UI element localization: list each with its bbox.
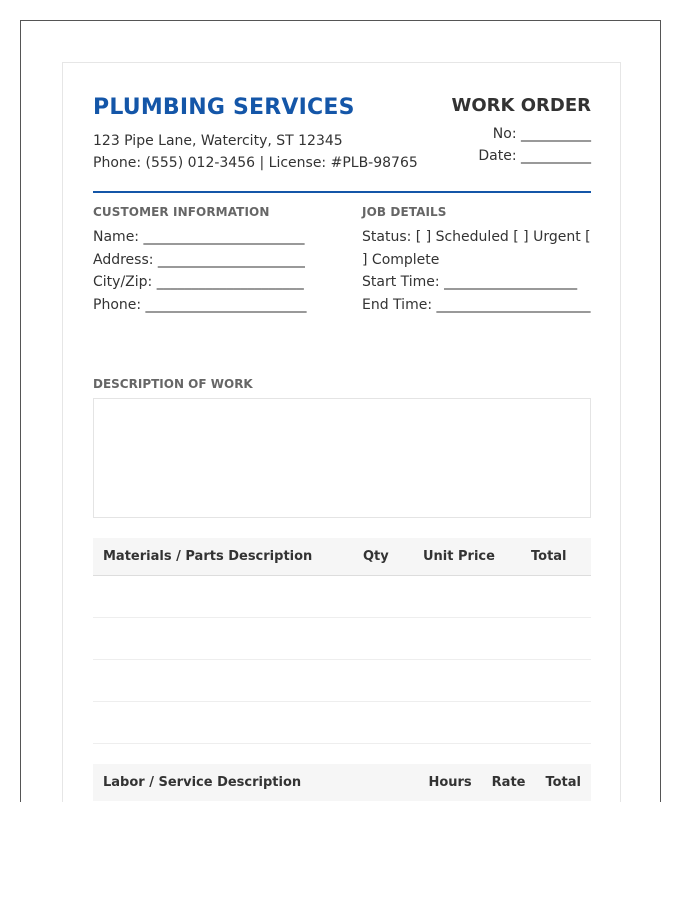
customer-heading: CUSTOMER INFORMATION — [93, 205, 270, 219]
materials-col-total: Total — [521, 538, 591, 576]
job-start-time-field[interactable]: Start Time: ___________________ — [362, 274, 578, 290]
table-row[interactable] — [93, 702, 591, 744]
job-status-field[interactable]: Status: [ ] Scheduled [ ] Urgent [ ] Complete — [362, 229, 591, 268]
job-heading: JOB DETAILS — [362, 205, 447, 219]
table-cell[interactable] — [521, 702, 591, 744]
customer-information — [93, 205, 333, 316]
header-divider — [93, 191, 591, 193]
table-row[interactable] — [93, 660, 591, 702]
table-cell[interactable] — [413, 618, 521, 660]
materials-col-qty: Qty — [353, 538, 413, 576]
labor-col-rate: Rate — [482, 764, 536, 801]
header — [93, 93, 591, 193]
customer-name-field[interactable]: Name: _______________________ — [93, 229, 305, 245]
table-cell[interactable] — [413, 660, 521, 702]
company-address: 123 Pipe Lane, Watercity, ST 12345 — [93, 133, 343, 149]
table-cell[interactable] — [521, 660, 591, 702]
table-cell[interactable] — [413, 576, 521, 618]
table-row[interactable] — [93, 618, 591, 660]
customer-phone-field[interactable]: Phone: _______________________ — [93, 296, 307, 313]
table-row[interactable] — [93, 576, 591, 618]
table-cell[interactable] — [93, 576, 353, 618]
description-heading: DESCRIPTION OF WORK — [93, 377, 253, 391]
company-contact: Phone: (555) 012-3456 | License: #PLB-98765 — [93, 155, 418, 171]
table-cell[interactable] — [93, 660, 353, 702]
work-order-title: WORK ORDER — [451, 95, 591, 116]
materials-table — [93, 538, 591, 744]
page-frame — [20, 20, 661, 802]
info-section — [93, 205, 591, 375]
job-details — [362, 205, 594, 316]
table-cell[interactable] — [521, 576, 591, 618]
company-name: PLUMBING SERVICES — [93, 95, 355, 120]
table-cell[interactable] — [353, 618, 413, 660]
materials-header-row — [93, 538, 591, 576]
table-cell[interactable] — [353, 660, 413, 702]
table-cell[interactable] — [93, 618, 353, 660]
company-details — [93, 130, 418, 174]
table-cell[interactable] — [413, 702, 521, 744]
customer-city-zip-field[interactable]: City/Zip: _____________________ — [93, 274, 304, 290]
table-cell[interactable] — [93, 702, 353, 744]
materials-col-unit-price: Unit Price — [413, 538, 521, 576]
table-cell[interactable] — [353, 702, 413, 744]
work-order-fields — [478, 123, 591, 167]
work-order-number-field[interactable]: No: __________ — [492, 126, 591, 142]
job-end-time-field[interactable]: End Time: ______________________ — [362, 296, 591, 313]
labor-col-hours: Hours — [418, 764, 481, 801]
description-box[interactable] — [93, 398, 591, 518]
labor-header-row — [93, 764, 591, 801]
materials-col-description: Materials / Parts Description — [93, 538, 353, 576]
work-order-sheet — [62, 62, 621, 802]
customer-address-field[interactable]: Address: _____________________ — [93, 251, 305, 268]
labor-col-description: Labor / Service Description — [93, 764, 418, 801]
table-cell[interactable] — [353, 576, 413, 618]
labor-table — [93, 764, 591, 801]
sheet-content — [93, 93, 591, 801]
table-cell[interactable] — [521, 618, 591, 660]
work-order-date-field[interactable]: Date: __________ — [478, 148, 591, 164]
labor-col-total: Total — [535, 764, 591, 801]
